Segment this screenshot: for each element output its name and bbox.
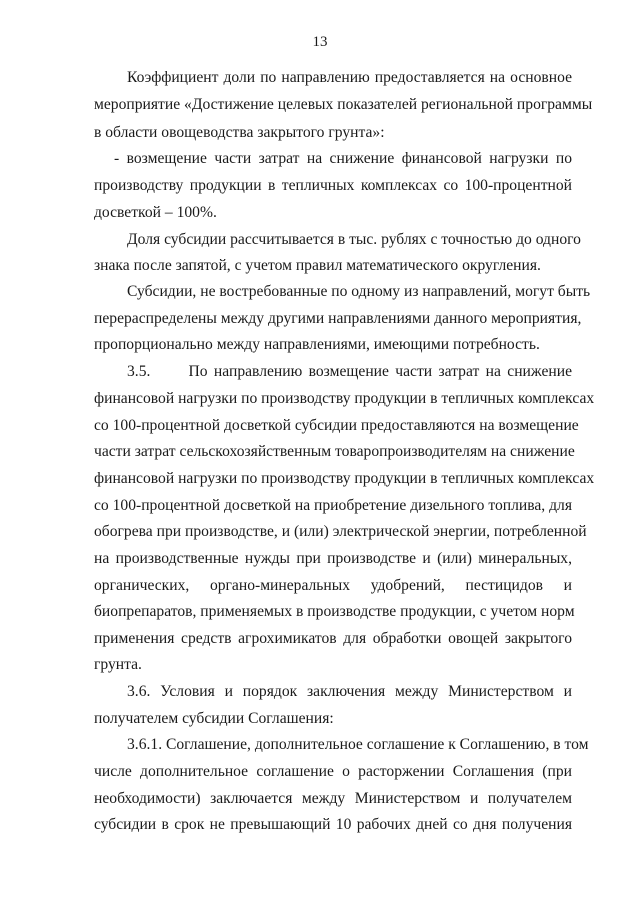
text-line: производству продукции в тепличных комплексах со 100-процентной — [94, 177, 572, 194]
text-line: обогрева при производстве, и (или) электрической энергии, потребленной — [94, 523, 587, 540]
text-line: со 100-процентной досветкой субсидии предоставляются на возмещение — [94, 417, 579, 434]
text-line: 3.6. Условия и порядок заключения между Министерством и — [127, 683, 572, 700]
text-line: финансовой нагрузки по производству продукции в тепличных комплексах — [94, 470, 595, 487]
page-number: 13 — [312, 34, 328, 50]
text-line: необходимости) заключается между Министерством и получателем — [94, 790, 572, 807]
text-line: в области овощеводства закрытого грунта»: — [94, 124, 385, 141]
text-line: получателем субсидии Соглашения: — [94, 710, 334, 727]
text-line: - возмещение части затрат на снижение финансовой нагрузки по — [114, 150, 572, 167]
text-line: биопрепаратов, применяемых в производстве продукции, с учетом норм — [94, 603, 575, 620]
text-line: досветкой – 100%. — [94, 204, 217, 221]
text-line: субсидии в срок не превышающий 10 рабочих дней со дня получения — [94, 816, 572, 833]
text-line: части затрат сельскохозяйственным товаропроизводителям на снижение — [94, 443, 575, 460]
text-line: на производственные нужды при производстве и (или) минеральных, — [94, 550, 572, 567]
text-line: со 100-процентной досветкой на приобретение дизельного топлива, для — [94, 497, 572, 514]
text-line: пропорционально между направлениями, имеющими потребность. — [94, 336, 540, 353]
text-line: грунта. — [94, 656, 142, 673]
text-line: перераспределены между другими направлениями данного мероприятия, — [94, 310, 582, 327]
text-line: знака после запятой, с учетом правил математического округления. — [94, 257, 541, 274]
text-line: мероприятие «Достижение целевых показателей региональной программы — [94, 96, 593, 113]
text-line: числе дополнительное соглашение о расторжении Соглашения (при — [94, 763, 572, 780]
text-line: органических, органо-минеральных удобрений, пестицидов и — [94, 577, 572, 594]
text-line: применения средств агрохимикатов для обработки овощей закрытого — [94, 630, 572, 647]
text-line: 3.6.1. Соглашение, дополнительное соглашение к Соглашению, в том — [127, 736, 589, 753]
text-line: финансовой нагрузки по производству продукции в тепличных комплексах — [94, 390, 595, 407]
text-line: 3.5. По направлению возмещение части затрат на снижение — [127, 363, 572, 380]
text-line: Субсидии, не востребованные по одному из направлений, могут быть — [127, 283, 591, 300]
text-line: Коэффициент доли по направлению предоставляется на основное — [127, 69, 572, 86]
text-line: Доля субсидии рассчитывается в тыс. рублях с точностью до одного — [127, 231, 581, 248]
